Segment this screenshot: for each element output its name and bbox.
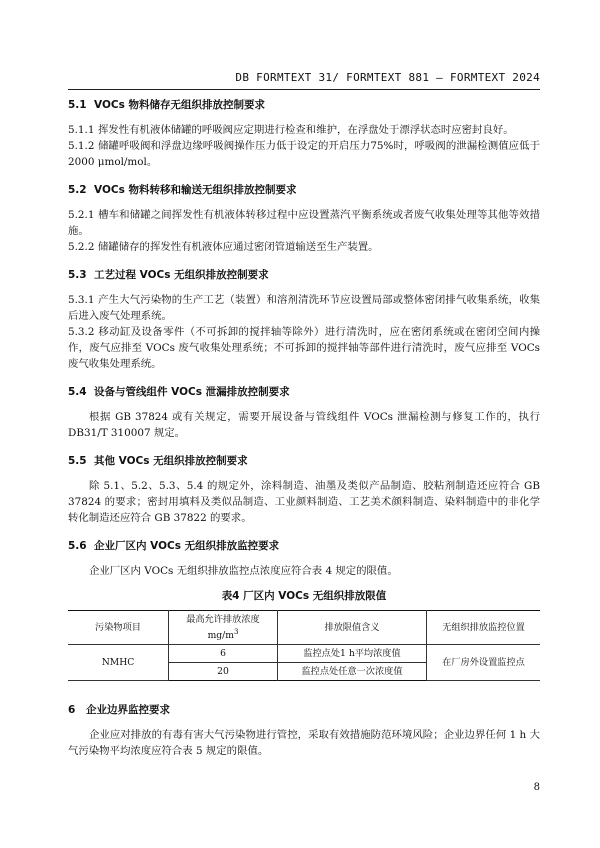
cell-location: 在厂房外设置监控点 — [427, 645, 541, 681]
table-4-caption: 表4 厂区内 VOCs 无组织排放限值 — [221, 590, 387, 602]
clause-5-2-1 — [68, 207, 540, 239]
table-4 — [68, 610, 540, 681]
clause-number: 5.1.2 — [68, 140, 95, 152]
header-meaning: 排放限值含义 — [278, 611, 427, 645]
cell-pollutant: NMHC — [68, 645, 169, 681]
section-5-5-heading — [68, 453, 540, 469]
clause-number: 5.3.2 — [68, 326, 95, 338]
section-number: 5.2 — [68, 184, 87, 196]
cell-value: 6 — [169, 645, 278, 663]
document-body — [68, 97, 540, 759]
section-number: 5.1 — [68, 99, 87, 111]
section-5-6-paragraph: 企业厂区内 VOCs 无组织排放监控点浓度应符合表 4 规定的限值。 — [89, 565, 398, 577]
clause-number: 5.1.1 — [68, 124, 95, 136]
clause-text: 移动缸及设备零件（不可拆卸的搅拌轴等除外）进行清洗时，应在密闭系统或在密闭空间内操作，废气应排至 VOCs 废气收集处理系统；不可拆卸的搅拌轴等部件进行清洗时，废气应排至 VOCs 废气收集处理系统。 — [68, 326, 540, 370]
clause-5-1-2 — [68, 138, 540, 170]
section-5-4-heading — [68, 384, 540, 400]
clause-5-3-2 — [68, 324, 540, 372]
cell-meaning: 监控点处任意一次浓度值 — [278, 663, 427, 681]
section-number: 6 — [68, 704, 76, 717]
header-max-concentration — [169, 611, 278, 645]
section-title: 企业厂区内 VOCs 无组织排放监控要求 — [94, 540, 280, 552]
header-pollutant: 污染物项目 — [68, 611, 169, 645]
header-unit: mg/m — [207, 630, 234, 642]
section-number: 5.3 — [68, 269, 87, 281]
clause-number: 5.2.2 — [68, 241, 95, 253]
clause-5-3-1 — [68, 292, 540, 324]
page-number: 8 — [533, 782, 540, 793]
section-5-2-heading — [68, 182, 540, 198]
section-5-6-heading — [68, 538, 540, 554]
clause-number: 5.2.1 — [68, 209, 95, 221]
clause-text: 储罐呼吸阀和浮盘边缘呼吸阀操作压力低于设定的开启压力75%时，呼吸阀的泄漏检测值应低于 2000 μmol/mol。 — [68, 140, 540, 168]
cell-value: 20 — [169, 663, 278, 681]
clause-number: 5.3.1 — [68, 294, 95, 306]
clause-5-2-2 — [68, 239, 540, 255]
section-title: 企业边界监控要求 — [86, 704, 170, 717]
section-5-5-paragraph: 除 5.1、5.2、5.3、5.4 的规定外，涂料制造、油墨及类似产品制造、胶粘剂制造还应符合 GB 37824 的要求；密封用填料及类似品制造、工业颜料制造、工艺美术颜料制造、染料制造中的非化学转化制造还应符合 GB 37822 的要求。 — [68, 480, 540, 524]
section-title: 工艺过程 VOCs 无组织排放控制要求 — [94, 269, 269, 281]
header-rule — [68, 89, 540, 90]
table-row — [68, 645, 540, 663]
section-6-heading — [68, 702, 540, 718]
clause-text: 槽车和储罐之间挥发性有机液体转移过程中应设置蒸汽平衡系统或者废气收集处理等其他等效措施。 — [68, 209, 540, 237]
clause-5-1-1 — [68, 122, 540, 138]
section-number: 5.6 — [68, 540, 87, 552]
section-5-1-heading — [68, 97, 540, 113]
section-5-4-paragraph: 根据 GB 37824 或有关规定，需要开展设备与管线组件 VOCs 泄漏检测与修复工作的，执行 DB31/T 310007 规定。 — [68, 411, 540, 439]
section-6-paragraph: 企业应对排放的有毒有害大气污染物进行管控，采取有效措施防范环境风险；企业边界任何 1 h 大气污染物平均浓度应符合表 5 规定的限值。 — [68, 729, 540, 758]
cell-meaning: 监控点处1 h平均浓度值 — [278, 645, 427, 663]
header-location: 无组织排放监控位置 — [427, 611, 541, 645]
running-header: DB FORMTEXT 31/ FORMTEXT 881 — FORMTEXT 2024 — [235, 71, 540, 84]
header-unit-sup: 3 — [233, 628, 239, 636]
clause-text: 挥发性有机液体储罐的呼吸阀应定期进行检查和维护，在浮盘处于漂浮状态时应密封良好。 — [98, 124, 514, 136]
section-5-3-heading — [68, 267, 540, 283]
section-number: 5.5 — [68, 455, 87, 467]
section-title: VOCs 物料储存无组织排放控制要求 — [94, 99, 265, 111]
section-title: VOCs 物料转移和输送无组织排放控制要求 — [94, 184, 297, 196]
section-title: 设备与管线组件 VOCs 泄漏排放控制要求 — [94, 386, 290, 398]
header-max-concentration-label: 最高允许排放浓度 — [186, 614, 260, 625]
section-number: 5.4 — [68, 386, 87, 398]
clause-text: 储罐储存的挥发性有机液体应通过密闭管道输送至生产装置。 — [98, 241, 379, 253]
table-header-row — [68, 611, 540, 645]
clause-text: 产生大气污染物的生产工艺（装置）和溶剂清洗环节应设置局部或整体密闭排气收集系统，收集后进入废气处理系统。 — [68, 294, 540, 322]
section-title: 其他 VOCs 无组织排放控制要求 — [94, 455, 248, 467]
